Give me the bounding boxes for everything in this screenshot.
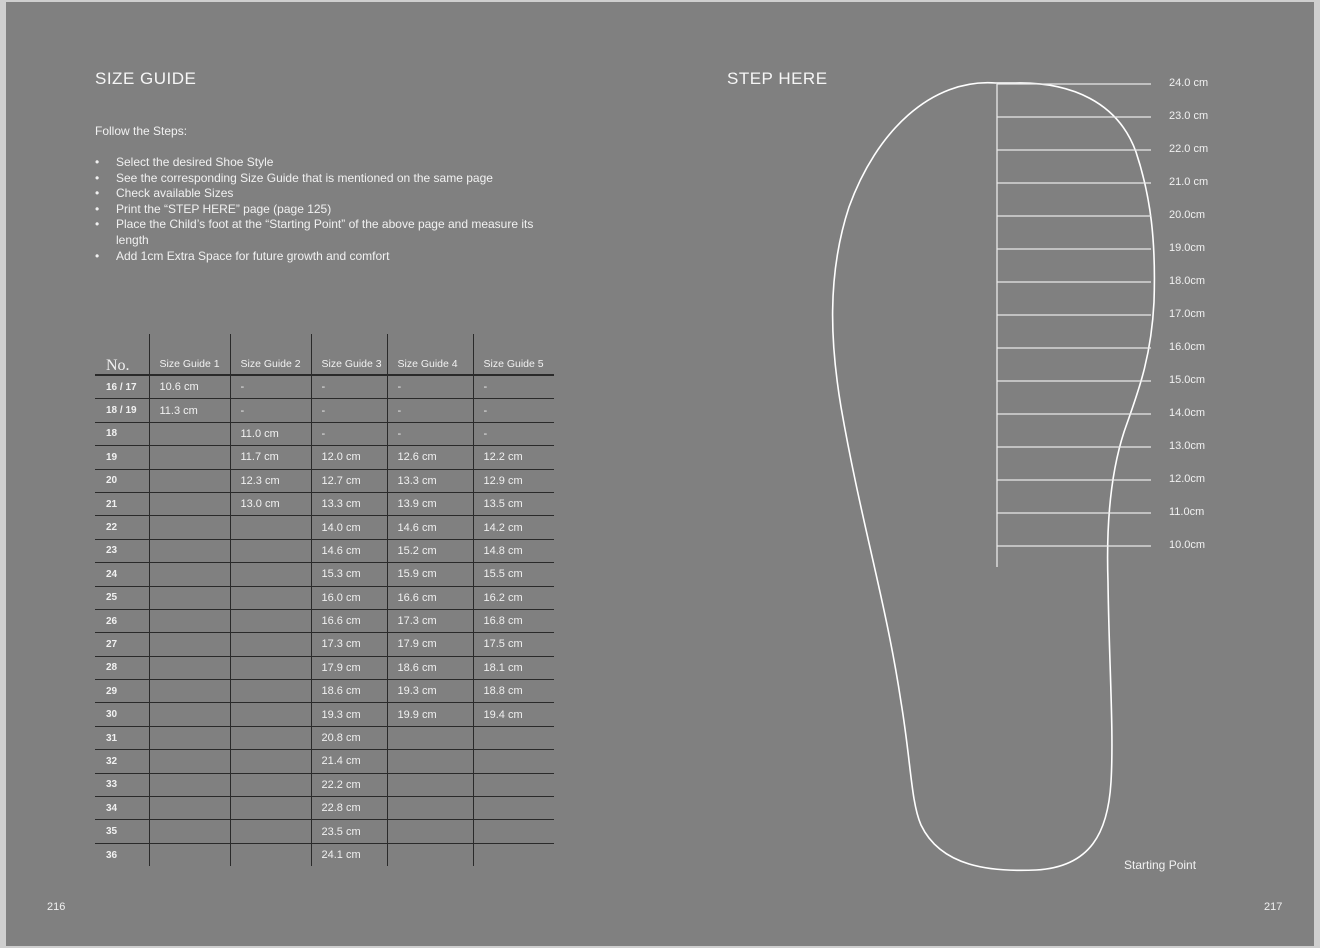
size-cell: 17.3 cm xyxy=(387,609,473,632)
table-row xyxy=(95,469,554,492)
size-cell xyxy=(149,422,230,445)
row-number-cell: 16 / 17 xyxy=(95,375,149,399)
size-cell: 18.6 cm xyxy=(387,656,473,679)
row-number-cell: 23 xyxy=(95,539,149,562)
table-row xyxy=(95,726,554,749)
row-number-cell: 25 xyxy=(95,586,149,609)
size-cell: 22.8 cm xyxy=(311,797,387,820)
size-cell xyxy=(149,773,230,796)
table-row xyxy=(95,609,554,632)
size-cell: 17.3 cm xyxy=(311,633,387,656)
ruler-label: 21.0 cm xyxy=(1169,176,1209,188)
size-cell xyxy=(230,843,311,866)
table-header-row xyxy=(95,334,554,375)
table-row xyxy=(95,422,554,445)
right-page xyxy=(660,2,1314,946)
size-cell: 14.6 cm xyxy=(311,539,387,562)
page-number: 216 xyxy=(47,901,66,913)
size-cell xyxy=(387,843,473,866)
size-cell xyxy=(149,446,230,469)
step-item: • Print the “STEP HERE” page (page 125) xyxy=(95,202,555,218)
size-cell xyxy=(387,797,473,820)
size-cell: - xyxy=(311,399,387,422)
size-cell: - xyxy=(387,422,473,445)
size-cell xyxy=(230,609,311,632)
page-title: SIZE GUIDE xyxy=(95,69,197,88)
size-cell xyxy=(149,656,230,679)
starting-point-label: Starting Point xyxy=(1124,858,1197,872)
size-cell xyxy=(149,539,230,562)
size-cell xyxy=(387,750,473,773)
size-cell: 12.9 cm xyxy=(473,469,554,492)
header-size-guide: Size Guide 5 xyxy=(473,334,554,375)
table-row xyxy=(95,492,554,515)
size-cell xyxy=(149,633,230,656)
size-cell: 19.3 cm xyxy=(387,680,473,703)
table-row xyxy=(95,750,554,773)
ruler-label: 14.0cm xyxy=(1169,407,1206,419)
size-cell: 14.6 cm xyxy=(387,516,473,539)
size-cell: 10.6 cm xyxy=(149,375,230,399)
row-number-cell: 21 xyxy=(95,492,149,515)
size-cell xyxy=(149,469,230,492)
size-cell: 15.2 cm xyxy=(387,539,473,562)
size-cell xyxy=(149,820,230,843)
size-cell xyxy=(230,726,311,749)
size-cell xyxy=(230,820,311,843)
step-item: • See the corresponding Size Guide that is mentioned on the same page xyxy=(95,171,555,187)
step-item: • Add 1cm Extra Space for future growth and comfort xyxy=(95,249,555,265)
foot-template xyxy=(660,2,1314,946)
ruler-label: 18.0cm xyxy=(1169,275,1206,287)
size-cell xyxy=(230,563,311,586)
size-cell: 23.5 cm xyxy=(311,820,387,843)
size-cell xyxy=(149,843,230,866)
foot-outline xyxy=(833,83,1155,871)
size-cell: 12.7 cm xyxy=(311,469,387,492)
size-cell: 15.5 cm xyxy=(473,563,554,586)
size-cell xyxy=(149,563,230,586)
row-number-cell: 22 xyxy=(95,516,149,539)
row-number-cell: 33 xyxy=(95,773,149,796)
row-number-cell: 29 xyxy=(95,680,149,703)
size-cell: 22.2 cm xyxy=(311,773,387,796)
size-cell xyxy=(149,726,230,749)
size-cell: 21.4 cm xyxy=(311,750,387,773)
size-cell: 15.3 cm xyxy=(311,563,387,586)
row-number-cell: 27 xyxy=(95,633,149,656)
size-cell: 24.1 cm xyxy=(311,843,387,866)
size-cell xyxy=(387,820,473,843)
table-row xyxy=(95,446,554,469)
size-cell: 17.9 cm xyxy=(387,633,473,656)
size-cell xyxy=(149,492,230,515)
table-row xyxy=(95,586,554,609)
header-no: No. xyxy=(95,334,149,375)
table-row xyxy=(95,820,554,843)
size-cell xyxy=(230,680,311,703)
size-cell: 17.5 cm xyxy=(473,633,554,656)
size-cell xyxy=(230,773,311,796)
size-cell xyxy=(473,843,554,866)
row-number-cell: 18 / 19 xyxy=(95,399,149,422)
ruler-label: 19.0cm xyxy=(1169,242,1206,254)
size-cell: 11.3 cm xyxy=(149,399,230,422)
size-cell: 20.8 cm xyxy=(311,726,387,749)
steps-heading: Follow the Steps: xyxy=(95,124,188,138)
row-number-cell: 18 xyxy=(95,422,149,445)
size-cell: 13.3 cm xyxy=(387,469,473,492)
size-cell: 19.3 cm xyxy=(311,703,387,726)
ruler-label: 13.0cm xyxy=(1169,440,1206,452)
size-cell: - xyxy=(311,375,387,399)
ruler-label: 11.0cm xyxy=(1169,506,1205,518)
table-row xyxy=(95,633,554,656)
size-cell xyxy=(387,726,473,749)
ruler-label: 23.0 cm xyxy=(1169,110,1209,122)
size-cell: 12.3 cm xyxy=(230,469,311,492)
size-cell: 12.2 cm xyxy=(473,446,554,469)
table-row xyxy=(95,516,554,539)
table-row xyxy=(95,563,554,586)
ruler-label: 12.0cm xyxy=(1169,473,1206,485)
size-cell: 15.9 cm xyxy=(387,563,473,586)
size-cell xyxy=(230,516,311,539)
row-number-cell: 31 xyxy=(95,726,149,749)
size-cell: 18.6 cm xyxy=(311,680,387,703)
row-number-cell: 34 xyxy=(95,797,149,820)
header-size-guide: Size Guide 4 xyxy=(387,334,473,375)
ruler-label: 24.0 cm xyxy=(1169,77,1209,89)
row-number-cell: 28 xyxy=(95,656,149,679)
size-cell xyxy=(387,773,473,796)
size-cell: - xyxy=(473,422,554,445)
size-cell xyxy=(473,797,554,820)
size-cell: 16.6 cm xyxy=(387,586,473,609)
book-spread xyxy=(6,2,1314,946)
size-cell xyxy=(230,633,311,656)
table-row xyxy=(95,680,554,703)
size-cell: - xyxy=(387,375,473,399)
table-row xyxy=(95,773,554,796)
size-cell xyxy=(230,656,311,679)
row-number-cell: 20 xyxy=(95,469,149,492)
size-cell xyxy=(230,797,311,820)
size-cell xyxy=(149,750,230,773)
ruler-ticks xyxy=(997,84,1151,546)
ruler-label: 17.0cm xyxy=(1169,308,1206,320)
size-cell: 19.4 cm xyxy=(473,703,554,726)
size-table xyxy=(95,334,554,866)
header-size-guide: Size Guide 3 xyxy=(311,334,387,375)
table-row xyxy=(95,539,554,562)
page-number: 217 xyxy=(1264,901,1283,913)
size-cell xyxy=(149,516,230,539)
row-number-cell: 36 xyxy=(106,849,118,861)
size-cell xyxy=(149,680,230,703)
size-cell: 18.8 cm xyxy=(473,680,554,703)
step-item: • Select the desired Shoe Style xyxy=(95,155,555,171)
ruler-label: 15.0cm xyxy=(1169,374,1206,386)
table-row xyxy=(95,375,554,399)
ruler-label: 22.0 cm xyxy=(1169,143,1209,155)
size-cell: 16.0 cm xyxy=(311,586,387,609)
size-cell xyxy=(473,773,554,796)
size-cell: - xyxy=(473,375,554,399)
header-size-guide: Size Guide 1 xyxy=(149,334,230,375)
size-cell: - xyxy=(387,399,473,422)
size-cell xyxy=(230,750,311,773)
row-number-cell: 19 xyxy=(95,446,149,469)
size-cell: 13.5 cm xyxy=(473,492,554,515)
size-cell: - xyxy=(473,399,554,422)
left-page xyxy=(6,2,660,946)
table-row xyxy=(95,797,554,820)
size-cell: 13.9 cm xyxy=(387,492,473,515)
size-cell: 13.3 cm xyxy=(311,492,387,515)
step-item: • Place the Child’s foot at the “Starting Point” of the above page and measure its length xyxy=(95,217,555,248)
size-cell: 14.8 cm xyxy=(473,539,554,562)
size-cell: 19.9 cm xyxy=(387,703,473,726)
row-number-cell: 32 xyxy=(95,750,149,773)
size-cell: 12.6 cm xyxy=(387,446,473,469)
size-cell: - xyxy=(230,399,311,422)
size-cell: 16.6 cm xyxy=(311,609,387,632)
size-cell: 18.1 cm xyxy=(473,656,554,679)
size-cell xyxy=(149,609,230,632)
size-cell xyxy=(230,586,311,609)
ruler-label: 16.0cm xyxy=(1169,341,1206,353)
row-number-cell: 24 xyxy=(95,563,149,586)
size-cell: - xyxy=(230,375,311,399)
size-cell: 14.2 cm xyxy=(473,516,554,539)
row-number-cell: 26 xyxy=(95,609,149,632)
row-number-cell: 30 xyxy=(95,703,149,726)
table-row xyxy=(95,399,554,422)
table-row xyxy=(95,703,554,726)
size-cell xyxy=(149,797,230,820)
size-cell xyxy=(149,703,230,726)
row-number-cell: 35 xyxy=(95,820,149,843)
header-size-guide: Size Guide 2 xyxy=(230,334,311,375)
size-cell: 11.7 cm xyxy=(230,446,311,469)
size-table-body xyxy=(95,375,554,866)
size-cell: 12.0 cm xyxy=(311,446,387,469)
size-cell: 13.0 cm xyxy=(230,492,311,515)
steps-list xyxy=(95,155,555,264)
step-item: • Check available Sizes xyxy=(95,186,555,202)
size-cell: 16.2 cm xyxy=(473,586,554,609)
size-cell: 17.9 cm xyxy=(311,656,387,679)
size-cell xyxy=(149,586,230,609)
size-cell xyxy=(473,750,554,773)
size-cell xyxy=(473,726,554,749)
size-cell xyxy=(230,539,311,562)
size-cell: 16.8 cm xyxy=(473,609,554,632)
size-cell: - xyxy=(311,422,387,445)
ruler-label: 20.0cm xyxy=(1169,209,1206,221)
size-cell: 11.0 cm xyxy=(230,422,311,445)
page-title: STEP HERE xyxy=(727,69,828,88)
size-cell xyxy=(473,820,554,843)
table-row xyxy=(95,656,554,679)
size-cell: 14.0 cm xyxy=(311,516,387,539)
table-row xyxy=(95,843,554,866)
size-cell xyxy=(230,703,311,726)
ruler-label: 10.0cm xyxy=(1169,539,1206,551)
